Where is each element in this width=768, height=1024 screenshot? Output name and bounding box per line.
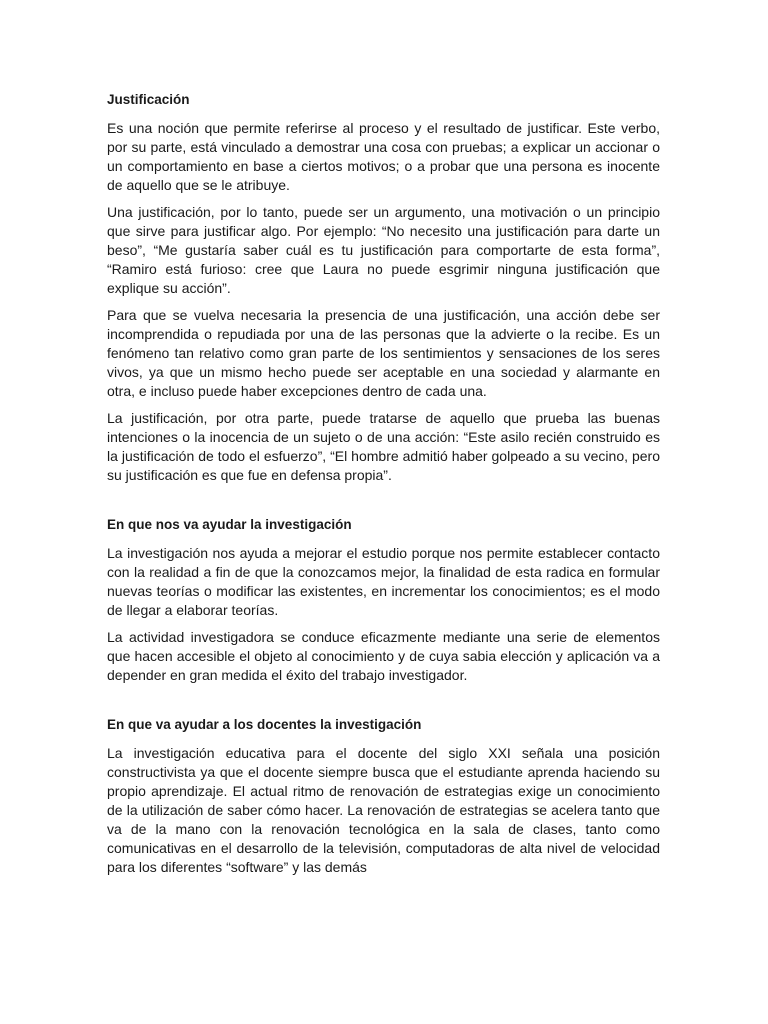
section-heading: En que nos va ayudar la investigación [107,517,352,532]
paragraph: La actividad investigadora se conduce eficazmente mediante una serie de elementos que hacen accesible el objeto al conocimiento y de cuya sabia elección y aplicación va a depender en gran medida el éxito del trabajo investigador. [107,629,660,683]
section-ayuda-investigacion [107,515,660,685]
paragraph: Es una noción que permite referirse al proceso y el resultado de justificar. Este verbo, por su parte, está vinculado a demostrar una cosa con pruebas; a explicar un accionar o un comportamiento en base a ciertos motivos; o a probar que una persona es inocente de aquello que se le atribuye. [107,120,660,193]
paragraph: La justificación, por otra parte, puede tratarse de aquello que prueba las buenas intenciones o la inocencia de un sujeto o de una acción: “Este asilo recién construido es la justificación de todo el esfuerzo”, “El hombre admitió haber golpeado a su vecino, pero su justificación es que fue en defensa propia”. [107,410,660,483]
section-justificacion [107,90,660,485]
paragraph: Una justificación, por lo tanto, puede ser un argumento, una motivación o un principio que sirve para justificar algo. Por ejemplo: “No necesito una justificación para darte un beso”, “Me gustaría saber cuál es tu justificación para comportarte de esta forma”, “Ramiro está furioso: cree que Laura no puede esgrimir ninguna justificación que explique su acción”. [107,204,660,296]
section-heading: En que va ayudar a los docentes la investigación [107,717,422,732]
paragraph: La investigación educativa para el docente del siglo XXI señala una posición constructivista ya que el docente siempre busca que el estudiante aprenda haciendo su propio aprendizaje. El actual ritmo de renovación de estrategias exige un conocimiento de la utilización de saber cómo hacer. La renovación de estrategias se acelera tanto que va de la mano con la renovación tecnológica en la sala de clases, tanto como comunicativas en el desarrollo de la televisión, computadoras de alta nivel de velocidad para los diferentes “software” y las demás [107,745,660,875]
section-ayuda-docentes [107,715,660,877]
document-page [107,90,660,885]
section-heading: Justificación [107,92,190,107]
paragraph: Para que se vuelva necesaria la presencia de una justificación, una acción debe ser incomprendida o repudiada por una de las personas que la advierte o la recibe. Es un fenómeno tan relativo como gran parte de los sentimientos y sensaciones de los seres vivos, ya que un mismo hecho puede ser aceptable en una sociedad y alarmante en otra, e incluso puede haber excepciones dentro de cada una. [107,307,660,399]
paragraph: La investigación nos ayuda a mejorar el estudio porque nos permite establecer contacto con la realidad a fin de que la conozcamos mejor, la finalidad de esta radica en formular nuevas teorías o modificar las existentes, en incrementar los conocimientos; es el modo de llegar a elaborar teorías. [107,545,660,618]
